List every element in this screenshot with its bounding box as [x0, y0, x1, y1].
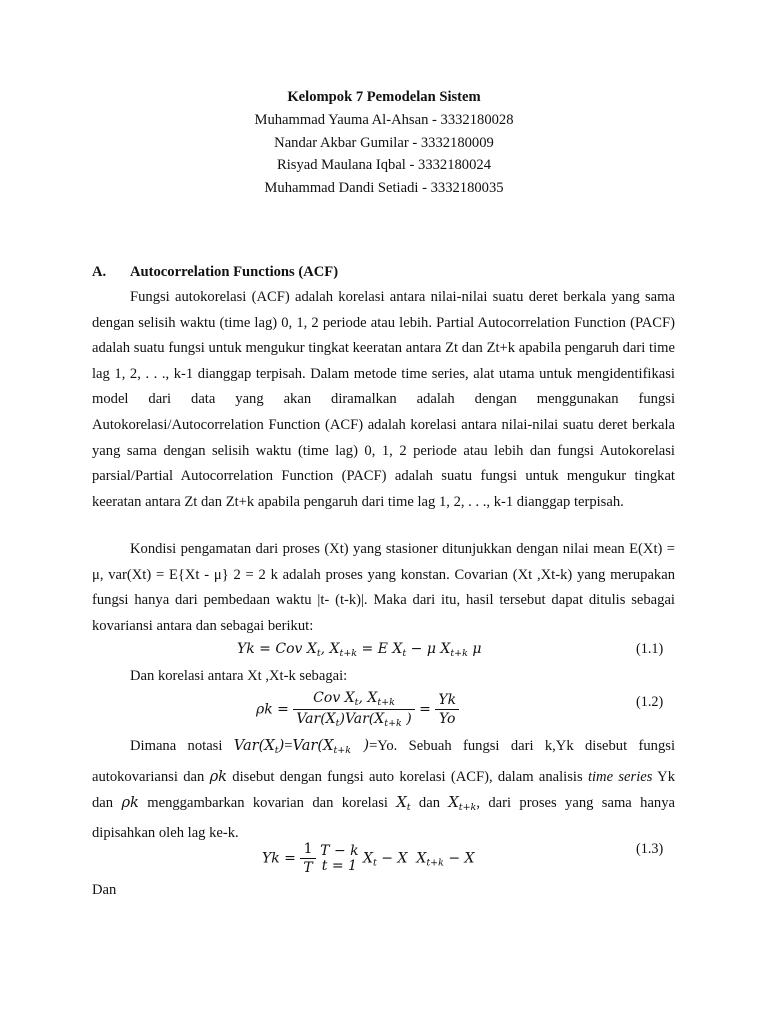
- equation-1-1: Yk = Cov $X_t$, $X_{t+k} = E$ $X_t - \mu$ $X_{t+k}$ μ: [237, 641, 482, 659]
- math-inline: ρk: [121, 794, 139, 812]
- author-line-3: Risyad Maulana Iqbal - 3332180024: [276, 157, 491, 174]
- paragraph-text: =Yo. Sebuah fungsi dari k,Yk disebut fungsi autokovariansi dan: [92, 738, 675, 785]
- paragraph-correlation-intro: [92, 664, 675, 690]
- equation-number: (1.3): [636, 841, 664, 857]
- equation-number: (1.2): [636, 694, 664, 710]
- equation-fraction: $\frac{Cov X_t, X_{t+k}}{Var(X_t)Var(X_{t+k} )}$: [293, 690, 414, 729]
- paragraph-text: disebut dengan fungsi auto korelasi (ACF), dalam analisis: [227, 768, 588, 785]
- paragraph-text: Dan: [92, 882, 117, 898]
- paragraph-notation: Dimana notasi $Var(X_t)=Var(X_{t+k}$ )=Yo. Sebuah fungsi dari k,Yk disebut fungsi autokovariansi dan ρk disebut dengan fungsi auto korelasi (ACF), dalam analisis time series Yk dan ρk menggambarkan kovarian dan korelasi $X_t$ dan $X_{t+k}$, dari proses yang sama hanya dipisahkan oleh lag ke-k.: [92, 737, 675, 841]
- paragraph-text: Yk dan: [92, 768, 675, 812]
- equation-1-2: ρk = $\frac{Cov X_t, X_{t+k}}{Var(X_t)Var(X_{t+k} )}$ = $\frac{Yk}{Yo}$: [256, 690, 459, 729]
- math-inline: $Var(X_t)$: [233, 737, 285, 756]
- paragraph-text: Fungsi autokorelasi (ACF) adalah korelasi antara nilai-nilai suatu deret berkala yang sama dengan selisih waktu (time lag) 0, 1, 2 periode atau lebih. Partial Autocorrelation Function (PACF) adalah suatu fungsi untuk mengukur tingkat keeratan antara Zt dan Zt+k apabila pengaruh dari time lag 1, 2, . . ., k-1 dianggap terpisah. Dalam metode time series, alat utama untuk mengidentifikasi model dari data yang akan diramalkan adalah dengan menggunakan fungsi Autokorelasi/Autocorrelation Function (ACF) adalah korelasi antara nilai-nilai suatu deret berkala yang sama dengan selisih waktu (time lag) 0, 1, 2 periode atau lebih dan fungsi Autokorelasi parsial/Partial Autocorrelation Function (PACF) adalah suatu fungsi untuk mengukur tingkat keeratan antara Zt dan Zt+k apabila pengaruh dari time lag 1, 2, . . ., k-1 dianggap terpisah.: [92, 289, 675, 510]
- equation-fraction: $\frac{Yk}{Yo}$: [435, 692, 459, 727]
- paragraph-text: , dari proses yang sama hanya dipisahkan oleh lag ke-k.: [92, 795, 675, 841]
- author-line-4: Muhammad Dandi Setiadi - 3332180035: [264, 180, 504, 197]
- section-number: A.: [92, 264, 107, 280]
- equation-1-3: Yk = $\frac{1}{T}$ T − k t = 1 $X_t - X$ $X_{t+k} - X$: [262, 841, 475, 876]
- section-heading: [92, 262, 338, 282]
- author-line-1: Muhammad Yauma Al-Ahsan - 3332180028: [254, 111, 514, 128]
- paragraph-stationary-condition: [92, 537, 675, 639]
- paragraph-text: Dan korelasi antara Xt ,Xt-k sebagai:: [130, 668, 348, 684]
- paragraph-text: Dimana notasi: [130, 738, 234, 754]
- paragraph-closing: [92, 878, 675, 904]
- math-inline: $Var(X_{t+k}$ ): [292, 737, 370, 756]
- paragraph-text: dan: [410, 795, 449, 812]
- section-title: Autocorrelation Functions (ACF): [130, 264, 339, 280]
- equation-fraction: $\frac{1}{T}$: [300, 841, 315, 876]
- paragraph-acf-definition: [92, 285, 675, 515]
- paragraph-italic-text: time series: [587, 768, 653, 785]
- document-title: Kelompok 7 Pemodelan Sistem: [287, 89, 481, 105]
- equation-summation-bounds: T − k t = 1: [320, 842, 359, 874]
- math-inline: $X_{t+k}$: [448, 794, 477, 814]
- document-header: [0, 86, 768, 200]
- paragraph-text: Kondisi pengamatan dari proses (Xt) yang stasioner ditunjukkan dengan nilai mean E(Xt) = μ, var(Xt) = E{Xt - μ} 2 = 2 k adalah proses yang konstan. Covarian (Xt ,Xt-k) yang merupakan fungsi hanya dari pembedaan waktu |t- (t-k)|. Maka dari itu, hasil tersebut dapat ditulis sebagai kovariansi antara dan sebagai berikut:: [92, 541, 675, 634]
- math-inline: $X_t$: [396, 794, 411, 814]
- paragraph-text: menggambarkan kovarian dan korelasi: [138, 795, 397, 812]
- author-line-2: Nandar Akbar Gumilar - 3332180009: [274, 134, 494, 151]
- equation-number: (1.1): [636, 641, 664, 657]
- math-inline: ρk: [209, 767, 228, 785]
